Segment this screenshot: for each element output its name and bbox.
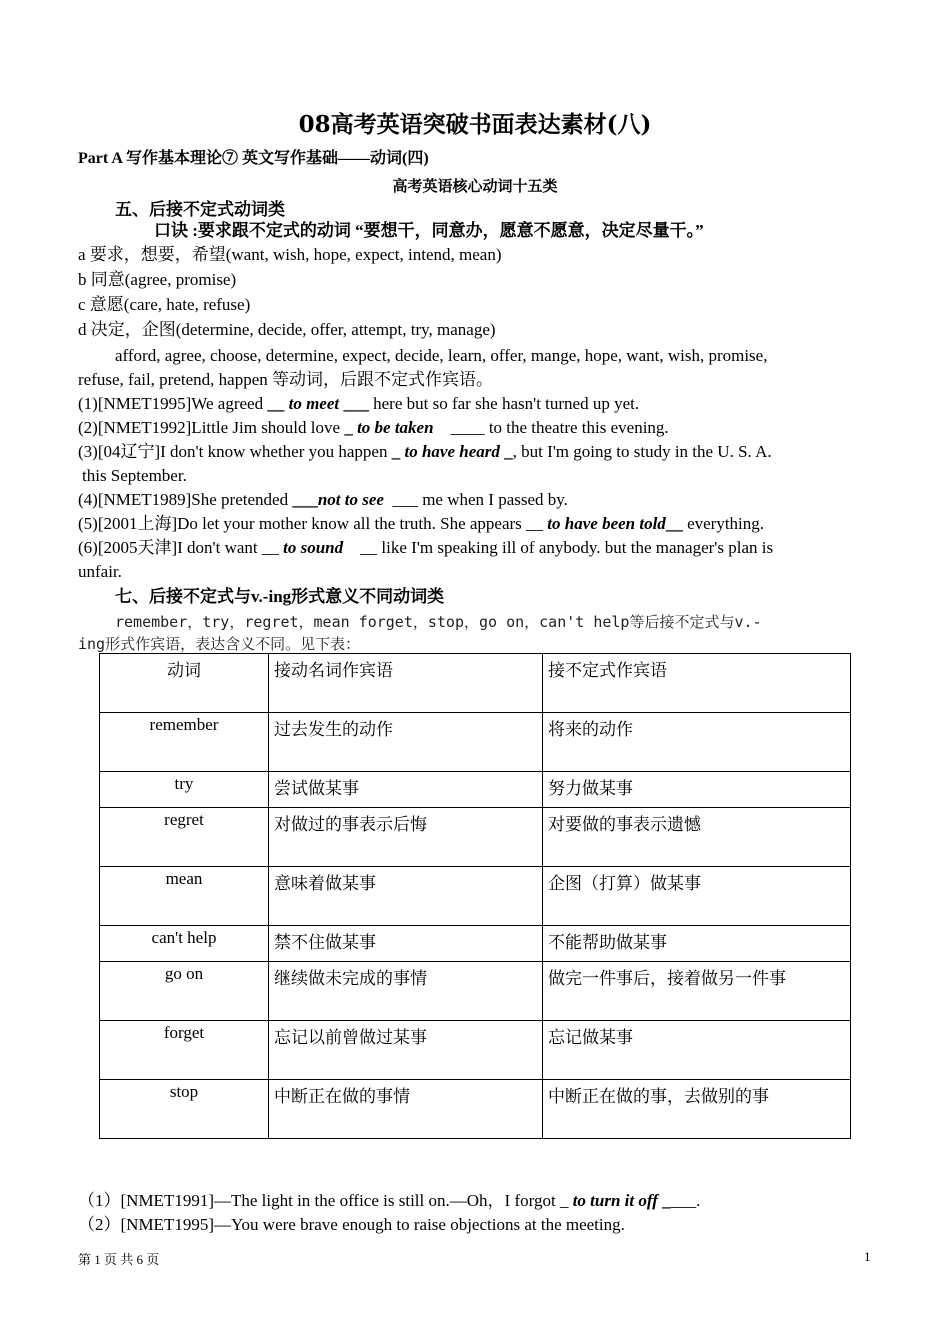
section7-heading: 七、后接不定式与v.-ing形式意义不同动词类 [115, 587, 445, 606]
example-1: (1)[NMET1995]We agreed __ to meet ___ here but so far she hasn't turned up yet. [78, 394, 640, 413]
page-number: 1 [864, 1249, 871, 1264]
header-cell: 接动名词作宾语 [269, 654, 543, 713]
example-5: (5)[2001上海]Do let your mother know all the truth. She appears __ to have been told__ everything. [78, 514, 765, 533]
table-cell: stop [100, 1080, 269, 1139]
table-cell: can't help [100, 926, 269, 962]
table-cell: regret [100, 808, 269, 867]
table-cell: mean [100, 867, 269, 926]
group-d: d 决定，企图(determine, decide, offer, attempt, try, manage) [78, 320, 496, 339]
table-row [100, 1080, 851, 1139]
table-cell: 意味着做某事 [269, 867, 543, 926]
table-header-row [100, 654, 851, 713]
table-cell: 将来的动作 [543, 713, 851, 772]
answer: to sound [283, 538, 344, 557]
table-cell: forget [100, 1021, 269, 1080]
table-row [100, 962, 851, 1021]
table-row [100, 867, 851, 926]
answer: to turn it off [572, 1191, 658, 1210]
table-cell: 对要做的事表示遗憾 [543, 808, 851, 867]
section7-example-2: （2）[NMET1995]—You were brave enough to raise objections at the meeting. [78, 1215, 625, 1234]
table-cell: 努力做某事 [543, 772, 851, 808]
table-cell: 禁不住做某事 [269, 926, 543, 962]
example-6: (6)[2005天津]I don't want __ to sound __ like I'm speaking ill of anybody. but the manager's plan is [78, 538, 774, 557]
table-cell: 中断正在做的事，去做别的事 [543, 1080, 851, 1139]
table-row [100, 808, 851, 867]
table-row [100, 1021, 851, 1080]
page-title: 08高考英语突破书面表达素材(八) [298, 111, 652, 138]
table-row [100, 772, 851, 808]
example-2: (2)[NMET1992]Little Jim should love _ to be taken ____ to the theatre this evening. [78, 418, 669, 437]
answer: not to see [317, 490, 384, 509]
table-cell: try [100, 772, 269, 808]
table-cell: remember [100, 713, 269, 772]
answer: to have heard [404, 442, 500, 461]
table-cell: 中断正在做的事情 [269, 1080, 543, 1139]
example-4: (4)[NMET1989]She pretended ___not to see ___ me when I passed by. [78, 490, 568, 509]
verb-note-line2: refuse, fail, pretend, happen 等动词，后跟不定式作宾语。 [78, 370, 493, 389]
table-cell: 做完一件事后，接着做另一件事 [543, 962, 851, 1021]
table-cell: 尝试做某事 [269, 772, 543, 808]
example-6-continued: unfair. [78, 562, 122, 581]
table-cell: 对做过的事表示后悔 [269, 808, 543, 867]
table-cell: 忘记以前曾做过某事 [269, 1021, 543, 1080]
answer: to have been told [547, 514, 666, 533]
section7-example-1: （1）[NMET1991]—The light in the office is still on.—Oh，I forgot _ to turn it off ____. [78, 1191, 701, 1210]
verb-note-line1: afford, agree, choose, determine, expect, decide, learn, offer, mange, hope, want, wish, promise, [115, 346, 768, 365]
group-a: a 要求，想要，希望(want, wish, hope, expect, intend, mean) [78, 245, 502, 264]
page-footer-left: 第 1 页 共 6 页 [78, 1252, 160, 1267]
group-b: b 同意(agree, promise) [78, 270, 237, 289]
subtitle: 高考英语核心动词十五类 [392, 179, 558, 195]
group-c: c 意愿(care, hate, refuse) [78, 295, 251, 314]
section7-intro-line1: remember，try，regret，mean forget，stop，go on，can't help等后接不定式与v.- [115, 613, 762, 631]
answer: to meet [288, 394, 340, 413]
example-3: (3)[04辽宁]I don't know whether you happen _ to have heard _, but I'm going to study in the U. S. A. [78, 442, 772, 461]
header-cell: 动词 [100, 654, 269, 713]
example-3-continued: this September. [82, 466, 187, 485]
table-cell: go on [100, 962, 269, 1021]
table-cell: 忘记做某事 [543, 1021, 851, 1080]
verb-comparison-table [99, 653, 851, 1139]
table-cell: 企图（打算）做某事 [543, 867, 851, 926]
table-cell: 继续做未完成的事情 [269, 962, 543, 1021]
table-row [100, 926, 851, 962]
part-a-heading: Part A 写作基本理论⑦ 英文写作基础——动词(四) [78, 150, 429, 167]
header-cell: 接不定式作宾语 [543, 654, 851, 713]
section7-intro-line2: ing形式作宾语，表达含义不同。见下表： [78, 635, 361, 653]
section5-rhyme: 口诀 :要求跟不定式的动词 “要想干，同意办，愿意不愿意，决定尽量干。” [154, 221, 704, 240]
table-cell: 不能帮助做某事 [543, 926, 851, 962]
table-cell: 过去发生的动作 [269, 713, 543, 772]
answer: to be taken [357, 418, 434, 437]
table-row [100, 713, 851, 772]
section5-heading: 五、后接不定式动词类 [115, 200, 285, 219]
